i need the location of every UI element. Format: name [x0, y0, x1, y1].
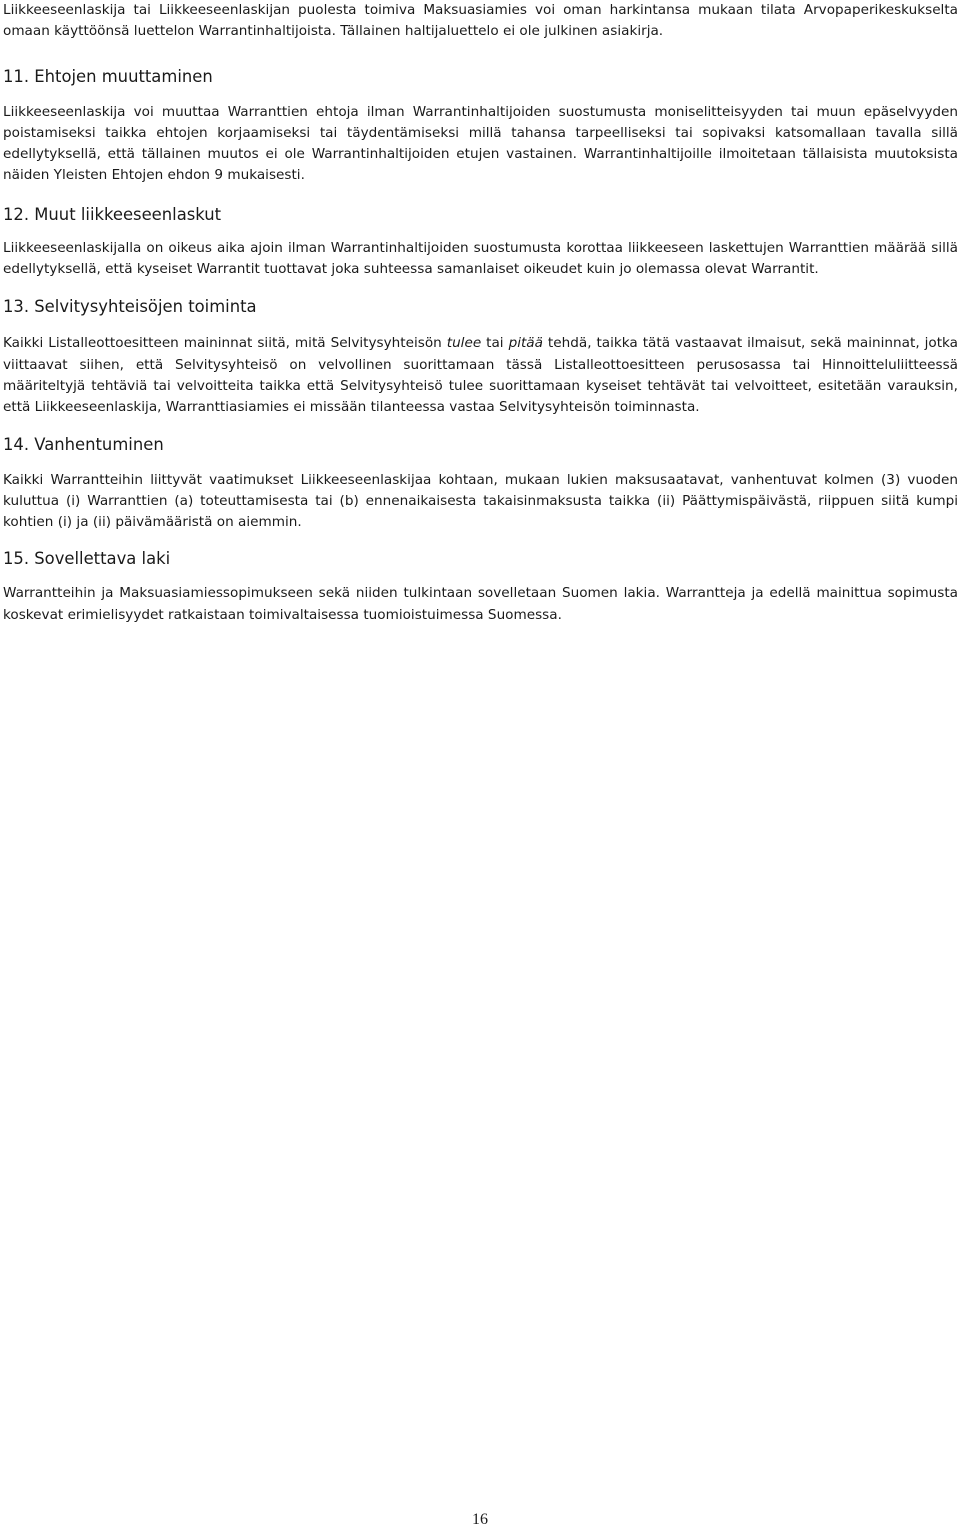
section-13-paragraph [3, 333, 958, 418]
section-13-italic-tulee: tulee [446, 335, 482, 352]
section-13-heading: 13. Selvitysyhteisöjen toiminta [3, 297, 257, 317]
section-13-text-between: tai [481, 335, 509, 352]
section-15-heading: 15. Sovellettava laki [3, 549, 171, 569]
page-number: 16 [472, 1511, 488, 1528]
section-11-heading: 11. Ehtojen muuttaminen [3, 66, 213, 86]
section-13-text-end: tehdä, taikka tätä vastaavat ilmaisut, sekä maininnat, jotka viittaavat siihen, että Selvitysyhteisö on velvollinen suorittamaan tässä Listalleottoesitteen perusosassa tai Hinnoitteluliitteessä määriteltyjä tehtäviä tai velvoitteita taikka että Selvitysyhteisö tulee suorittamaan kyseiset tehtävät tai velvoitteet, esitetään varauksin, että Liikkeeseenlaskija, Warranttiasiamies ei missään tilanteessa vastaa Selvitysyhteisön toiminnasta. [3, 335, 958, 416]
section-12-paragraph: Liikkeeseenlaskijalla on oikeus aika ajoin ilman Warrantinhaltijoiden suostumusta korottaa liikkeeseen laskettujen Warranttien määrää sillä edellytyksellä, että kyseiset Warrantit tuottavat joka suhteessa samanlaiset oikeudet kuin jo olemassa olevat Warrantit. [3, 239, 958, 278]
section-12-heading: 12. Muut liikkeeseenlaskut [3, 204, 222, 224]
section-14-heading: 14. Vanhentuminen [3, 434, 164, 454]
document-page [3, 0, 958, 626]
section-11-paragraph: Liikkeeseenlaskija voi muuttaa Warranttien ehtoja ilman Warrantinhaltijoiden suostumusta moniselitteisyyden tai muun epäselvyyden poistamiseksi taikka ehtojen korjaamiseksi tai täydentämiseksi millä tahansa tarpeelliseksi tai sopivaksi katsomallaan tavalla sillä edellytyksellä, että tällainen muutos ei ole Warrantinhaltijoiden etujen vastainen. Warrantinhaltijoille ilmoitetaan tällaisista muutoksista näiden Yleisten Ehtojen ehdon 9 mukaisesti. [3, 103, 958, 184]
section-13-text-start: Kaikki Listalleottoesitteen maininnat siitä, mitä Selvitysyhteisön [3, 335, 447, 352]
section-13-italic-pitaa: pitää [508, 335, 543, 352]
section-15-paragraph: Warrantteihin ja Maksuasiamiessopimukseen sekä niiden tulkintaan sovelletaan Suomen lakia. Warrantteja ja edellä mainittua sopimusta koskevat erimielisyydet ratkaistaan toimivaltaisessa tuomioistuimessa Suomessa. [3, 585, 958, 623]
section-14-paragraph: Kaikki Warrantteihin liittyvät vaatimukset Liikkeeseenlaskijaa kohtaan, mukaan lukien maksusaatavat, vanhentuvat kolmen (3) vuoden kuluttua (i) Warranttien (a) toteuttamisesta tai (b) ennenaikaisesta takaisinmaksusta taikka (ii) Päättymispäivästä, riippuen siitä kumpi kohtien (i) ja (ii) päivämääristä on aiemmin. [3, 471, 958, 531]
intro-paragraph: Liikkeeseenlaskija tai Liikkeeseenlaskijan puolesta toimiva Maksuasiamies voi oman harkintansa mukaan tilata Arvopaperikeskukselta omaan käyttöönsä luettelon Warrantinhaltijoista. Tällainen haltijaluettelo ei ole julkinen asiakirja. [3, 2, 958, 40]
